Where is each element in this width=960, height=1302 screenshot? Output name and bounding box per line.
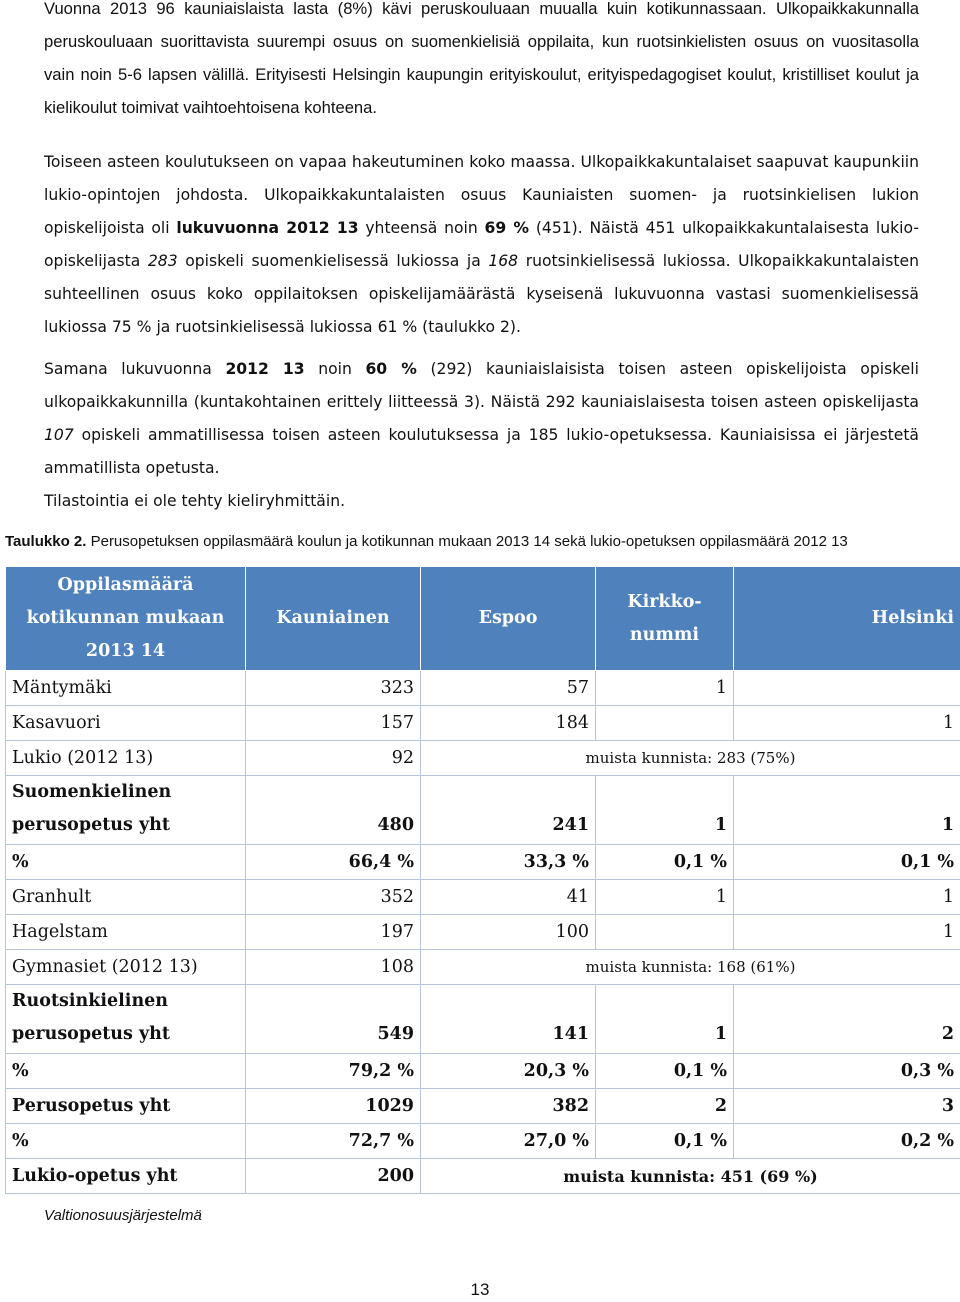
cell: Hagelstam <box>6 915 246 950</box>
cell: Lukio (2012 13) <box>6 741 246 776</box>
cell: Granhult <box>6 880 246 915</box>
cell: 0,1 % <box>596 845 734 880</box>
cell: 1 <box>734 776 960 845</box>
table-row <box>6 880 960 915</box>
header-line: Oppilasmäärä <box>57 575 194 595</box>
cell-line: Ruotsinkielinen <box>12 991 169 1011</box>
paragraph-2-text-mid3: opiskeli suomenkielisessä lukiossa ja <box>185 252 481 270</box>
cell: 157 <box>246 706 421 741</box>
cell: 3 <box>734 1089 960 1124</box>
paragraph-2-text-end: ruotsinkielisessä lukiossa. Ulkopaikkakuntalaisten suhteellinen osuus koko oppilaitoksen opiskelijamäärästä kyseisenä lukuvuonna vastasi suomenkielisessä lukiossa 75 % ja ruotsinkielisessä lukiossa 61 % (taulukko 2). <box>44 252 919 336</box>
cell: 0,2 % <box>734 1124 960 1159</box>
cell <box>6 985 246 1054</box>
cell: 184 <box>421 706 596 741</box>
cell: 141 <box>421 985 596 1054</box>
cell: 33,3 % <box>421 845 596 880</box>
paragraph-2-bold-percent: 69 % <box>484 219 530 237</box>
cell: Perusopetus yht <box>6 1089 246 1124</box>
header-espoo: Espoo <box>421 567 596 671</box>
table-caption-label: Taulukko 2. <box>5 533 87 550</box>
table-row <box>6 706 960 741</box>
cell: 100 <box>421 915 596 950</box>
cell: 0,1 % <box>596 1054 734 1089</box>
table-row <box>6 950 960 985</box>
paragraph-3 <box>44 353 919 485</box>
cell: 241 <box>421 776 596 845</box>
paragraph-1-text: Vuonna 2013 96 kauniaislaista lasta (8%) kävi peruskouluaan muualla kuin kotikunnassaan. Ulkopaikkakunnalla peruskouluaan suorittavista suurempi osuus on suomenkielisiä oppilaita, kun ruotsinkielisten osuus on vuositasolla vain noin 5-6 lapsen välillä. Erityisesti Helsingin kaupungin erityiskoulut, erityispedagogiset koulut, kristilliset koulut ja kielikoulut toimivat vaihtoehtoisena kohteena. <box>44 0 919 117</box>
cell: Gymnasiet (2012 13) <box>6 950 246 985</box>
paragraph-3-italic-107: 107 <box>44 426 74 444</box>
table-source: Valtionosuusjärjestelmä <box>44 1207 202 1224</box>
cell: Kasavuori <box>6 706 246 741</box>
cell: 197 <box>246 915 421 950</box>
cell: 1029 <box>246 1089 421 1124</box>
table-caption-text: Perusopetuksen oppilasmäärä koulun ja kotikunnan mukaan 2013 14 sekä lukio-opetuksen oppilasmäärä 2012 13 <box>90 533 848 550</box>
header-line: 2013 14 <box>85 641 166 661</box>
header-municipality <box>6 567 246 671</box>
table-row <box>6 1054 960 1089</box>
cell: 1 <box>734 915 960 950</box>
table-row <box>6 1124 960 1159</box>
paragraph-2-text-mid2: (451). Näistä 451 ulkopaikkakuntalaisesta lukio-opiskelijasta <box>44 219 919 270</box>
cell: 20,3 % <box>421 1054 596 1089</box>
cell: 1 <box>596 776 734 845</box>
cell: 1 <box>596 880 734 915</box>
cell: 108 <box>246 950 421 985</box>
paragraph-2-bold-year: lukuvuonna 2012 13 <box>176 219 359 237</box>
cell-line: perusopetus yht <box>12 1024 170 1044</box>
cell: 2 <box>734 985 960 1054</box>
table-header-row <box>6 567 960 671</box>
cell: 72,7 % <box>246 1124 421 1159</box>
table-row <box>6 915 960 950</box>
paragraph-3-text-e: opiskeli ammatillisessa toisen asteen koulutuksessa ja 185 lukio-opetuksessa. Kauniaisissa ei järjestetä ammatillista opetusta. <box>44 426 919 477</box>
table-row <box>6 1089 960 1124</box>
table-row <box>6 776 960 845</box>
header-helsinki: Helsinki <box>734 567 960 671</box>
cell: 1 <box>734 880 960 915</box>
paragraph-2-text-mid: yhteensä noin <box>365 219 478 237</box>
cell: 41 <box>421 880 596 915</box>
cell: 27,0 % <box>421 1124 596 1159</box>
cell: 66,4 % <box>246 845 421 880</box>
paragraph-3-text-a: Samana lukuvuonna <box>44 360 212 378</box>
cell <box>6 776 246 845</box>
table-row <box>6 1159 960 1194</box>
page-number: 13 <box>470 1280 490 1299</box>
table-row <box>6 985 960 1054</box>
paragraph-1 <box>44 0 919 124</box>
paragraph-2-italic-168: 168 <box>488 252 519 270</box>
table-row <box>6 741 960 776</box>
paragraph-4 <box>44 485 919 518</box>
cell: % <box>6 1124 246 1159</box>
cell: % <box>6 845 246 880</box>
cell <box>734 671 960 706</box>
cell: 200 <box>246 1159 421 1194</box>
cell <box>596 706 734 741</box>
paragraph-3-text-d: (292) kauniaislaisista toisen asteen opiskelijoista opiskeli ulkopaikkakunnilla (kuntakohtainen erittely liitteessä 3). Näistä 292 kauniaislaisesta toisen asteen opiskelijasta <box>44 360 919 411</box>
cell: Mäntymäki <box>6 671 246 706</box>
header-line: nummi <box>629 624 700 645</box>
cell: 57 <box>421 671 596 706</box>
paragraph-3-bold-year: 2012 13 <box>225 360 305 378</box>
cell: 1 <box>734 706 960 741</box>
paragraph-3-text-c: noin <box>318 360 352 378</box>
cell: 480 <box>246 776 421 845</box>
cell: 0,1 % <box>734 845 960 880</box>
table-caption <box>5 533 960 550</box>
cell: 79,2 % <box>246 1054 421 1089</box>
paragraph-3-bold-percent: 60 % <box>365 360 417 378</box>
cell: Lukio-opetus yht <box>6 1159 246 1194</box>
paragraph-2 <box>44 146 919 344</box>
cell <box>596 915 734 950</box>
header-line: Kirkko- <box>627 591 702 612</box>
cell: 0,3 % <box>734 1054 960 1089</box>
cell-note: muista kunnista: 283 (75%) <box>421 741 960 776</box>
header-line: kotikunnan mukaan <box>26 608 225 628</box>
header-kauniainen: Kauniainen <box>246 567 421 671</box>
cell-line: perusopetus yht <box>12 815 170 835</box>
paragraph-2-text: Toiseen asteen koulutukseen on vapaa hakeutuminen koko maassa. Ulkopaikkakuntalaiset saapuvat kaupunkiin lukio-opintojen johdosta. Ulkopaikkakuntalaisten osuus Kauniaisten suomen- ja ruotsinkielisen lukion opiskelijoista oli <box>44 153 919 237</box>
cell: 1 <box>596 985 734 1054</box>
cell-note: muista kunnista: 168 (61%) <box>421 950 960 985</box>
cell: % <box>6 1054 246 1089</box>
paragraph-2-italic-283: 283 <box>147 252 178 270</box>
cell: 352 <box>246 880 421 915</box>
cell-note: muista kunnista: 451 (69 %) <box>421 1159 960 1194</box>
paragraph-4-text: Tilastointia ei ole tehty kieliryhmittäin. <box>44 492 346 510</box>
cell: 0,1 % <box>596 1124 734 1159</box>
cell: 2 <box>596 1089 734 1124</box>
table-row <box>6 845 960 880</box>
header-kirkkonummi <box>596 567 734 671</box>
cell: 1 <box>596 671 734 706</box>
table-row <box>6 671 960 706</box>
cell-line: Suomenkielinen <box>12 782 172 802</box>
cell: 549 <box>246 985 421 1054</box>
cell: 323 <box>246 671 421 706</box>
cell: 92 <box>246 741 421 776</box>
cell: 382 <box>421 1089 596 1124</box>
student-count-table <box>5 566 960 1194</box>
